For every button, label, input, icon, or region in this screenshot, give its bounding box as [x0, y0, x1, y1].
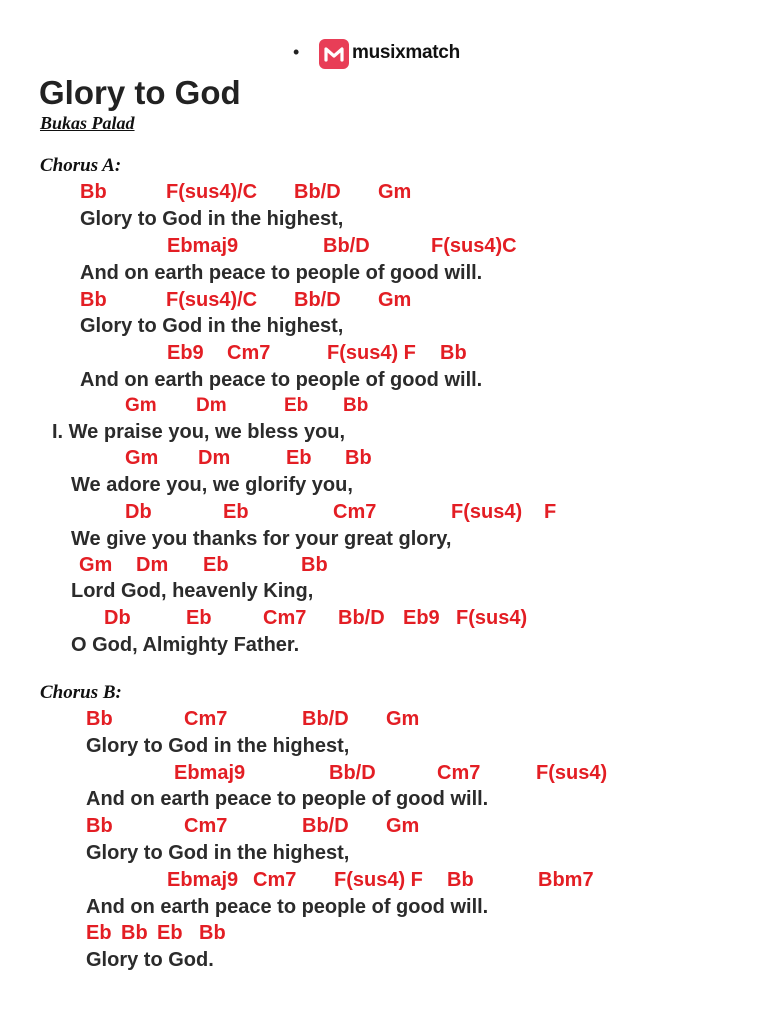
chord: Dm: [136, 554, 169, 576]
chord: Bb: [80, 181, 107, 203]
chord: Bb/D: [329, 762, 376, 784]
chord: Eb: [223, 501, 249, 523]
chord: Cm7: [437, 762, 481, 784]
musixmatch-logo-icon[interactable]: [319, 39, 349, 69]
chord: Bb/D: [338, 607, 385, 629]
chord: Dm: [196, 395, 227, 416]
chord: Gm: [125, 395, 157, 416]
chord: Cm7: [184, 815, 228, 837]
chord: Bb: [440, 342, 467, 364]
chord: F(sus4): [451, 501, 523, 523]
chord: Cm7: [263, 607, 307, 629]
chord: Gm: [378, 181, 412, 203]
chord: Bb/D: [302, 815, 349, 837]
chord: F(sus4): [536, 762, 608, 784]
song-title: Glory to God: [39, 74, 241, 111]
chord: Eb: [186, 607, 212, 629]
chord: Eb9: [167, 342, 204, 364]
chord: Bb/D: [294, 289, 341, 311]
chord: Bb: [199, 922, 226, 944]
chord: Eb: [286, 447, 312, 469]
chord: Bb: [86, 815, 113, 837]
lyric-line: I. We praise you, we bless you,: [52, 421, 346, 443]
chord: Cm7: [253, 869, 297, 891]
lyric-line: Glory to God in the highest,: [86, 735, 350, 757]
chord: Dm: [198, 447, 231, 469]
chord: F: [544, 501, 557, 523]
lyric-line: And on earth peace to people of good will.: [86, 896, 489, 918]
chord: Bb: [80, 289, 107, 311]
chord: Bb: [86, 708, 113, 730]
lyric-line: O God, Almighty Father.: [71, 634, 300, 656]
chord: Bb: [343, 395, 369, 416]
chord: Gm: [79, 554, 113, 576]
chord: Eb9: [403, 607, 440, 629]
chord: F(sus4)/C: [166, 181, 258, 203]
lyric-line: We give you thanks for your great glory,: [71, 528, 452, 550]
chord: Gm: [386, 815, 420, 837]
list-bullet: •: [293, 42, 300, 62]
chord: F(sus4): [456, 607, 528, 629]
chord: F(sus4)/C: [166, 289, 258, 311]
chord: Gm: [378, 289, 412, 311]
chord: Bb/D: [302, 708, 349, 730]
musixmatch-logo-glyph: [319, 39, 349, 69]
chord: Gm: [125, 447, 159, 469]
chord: Bb: [301, 554, 328, 576]
lyric-line: And on earth peace to people of good will.: [86, 788, 489, 810]
chord: Ebmaj9: [167, 869, 239, 891]
lyric-line: We adore you, we glorify you,: [71, 474, 353, 496]
brand-name[interactable]: musixmatch: [352, 42, 460, 63]
chord: Bb: [345, 447, 372, 469]
chord: Eb: [86, 922, 112, 944]
chord: Db: [125, 501, 152, 523]
lyric-line: Lord God, heavenly King,: [71, 580, 314, 602]
lyric-line: Glory to God.: [86, 949, 214, 971]
chord: Bb/D: [294, 181, 341, 203]
chord: Eb: [157, 922, 183, 944]
lyric-line: And on earth peace to people of good will.: [80, 262, 483, 284]
chord: Bb: [121, 922, 148, 944]
chord: Bb/D: [323, 235, 370, 257]
lyric-line: And on earth peace to people of good will.: [80, 369, 483, 391]
section-label-chorus-b: Chorus B:: [40, 682, 122, 703]
chord: Cm7: [333, 501, 377, 523]
chord: Eb: [203, 554, 229, 576]
chord: Ebmaj9: [167, 235, 239, 257]
chord: Bbm7: [538, 869, 594, 891]
chord: Gm: [386, 708, 420, 730]
lyric-line: Glory to God in the highest,: [80, 208, 344, 230]
chord: Cm7: [184, 708, 228, 730]
chord: Bb: [447, 869, 474, 891]
chord: F(sus4) F: [327, 342, 416, 364]
chord: F(sus4) F: [334, 869, 423, 891]
chord: Eb: [284, 395, 309, 416]
lyric-line: Glory to God in the highest,: [86, 842, 350, 864]
lyric-line: Glory to God in the highest,: [80, 315, 344, 337]
chord: F(sus4)C: [431, 235, 517, 257]
chord: Db: [104, 607, 131, 629]
section-label-chorus-a: Chorus A:: [40, 155, 122, 176]
chord: Cm7: [227, 342, 271, 364]
artist-link[interactable]: Bukas Palad: [40, 113, 135, 133]
chord: Ebmaj9: [174, 762, 246, 784]
